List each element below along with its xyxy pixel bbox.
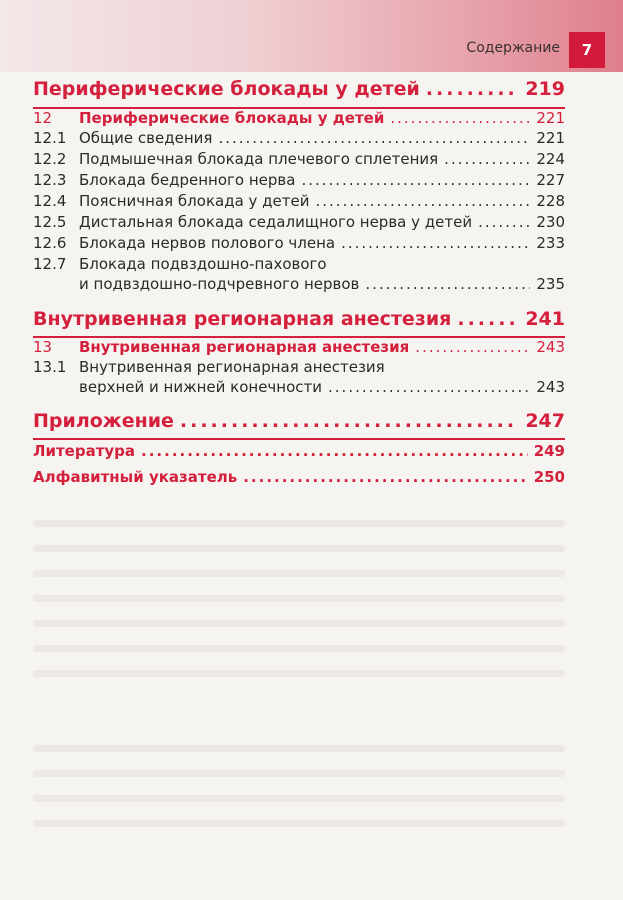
toc-part-peripheral-blocks[interactable] (33, 78, 565, 100)
chapter-number: 13 (33, 338, 53, 356)
backmatter-title: Алфавитный указатель (33, 468, 238, 486)
leader-dots (478, 213, 530, 231)
show-through-line (33, 820, 565, 827)
show-through-line (33, 620, 565, 627)
leader-dots (328, 378, 530, 396)
section-number: 12.6 (33, 234, 67, 252)
leader-dots (180, 410, 519, 432)
backmatter-page: 249 (533, 442, 565, 460)
section-title: Подмышечная блокада плечевого сплетения (79, 150, 439, 168)
section-page: 243 (536, 378, 565, 396)
chapter-page: 243 (536, 338, 565, 356)
show-through-line (33, 645, 565, 652)
leader-dots (316, 192, 531, 210)
show-through-line (33, 545, 565, 552)
show-through-line (33, 520, 565, 527)
toc-section-12-2[interactable] (33, 150, 565, 168)
part-title: Внутривенная регионарная анестезия (33, 308, 452, 330)
section-title: Дистальная блокада седалищного нерва у детей (79, 213, 473, 231)
section-title: Блокада нервов полового члена (79, 234, 336, 252)
section-title-line2: и подвздошно-подчревного нервов (79, 275, 360, 293)
leader-dots (444, 150, 530, 168)
section-title-line1: Внутривенная регионарная анестезия (79, 358, 385, 376)
section-number: 12.1 (33, 129, 67, 147)
toc-part-appendix[interactable] (33, 410, 565, 432)
backmatter-title: Литература (33, 442, 136, 460)
section-title: Общие сведения (79, 129, 213, 147)
part-page: 219 (525, 78, 565, 100)
section-number: 13.1 (33, 358, 67, 376)
section-number: 12.7 (33, 255, 67, 273)
toc-section-12-1[interactable] (33, 129, 565, 147)
section-number: 12.3 (33, 171, 67, 189)
section-page: 230 (536, 213, 565, 231)
chapter-title: Внутривенная регионарная анестезия (79, 338, 410, 356)
page-number-badge: 7 (569, 32, 605, 68)
toc-chapter-12[interactable] (33, 109, 565, 127)
part-divider (33, 438, 565, 440)
show-through-line (33, 670, 565, 677)
header-section-label: Содержание (466, 40, 560, 56)
section-page: 233 (536, 234, 565, 252)
toc-chapter-13[interactable] (33, 338, 565, 356)
toc-section-13-1-cont[interactable] (33, 378, 565, 396)
leader-dots (301, 171, 530, 189)
section-title: Поясничная блокада у детей (79, 192, 310, 210)
leader-dots (243, 468, 527, 486)
show-through-line (33, 595, 565, 602)
leader-dots (457, 308, 519, 330)
toc-section-12-4[interactable] (33, 192, 565, 210)
leader-dots (365, 275, 530, 293)
toc-literature[interactable] (33, 442, 565, 460)
section-page: 228 (536, 192, 565, 210)
section-number: 12.5 (33, 213, 67, 231)
backmatter-page: 250 (533, 468, 565, 486)
section-number: 12.4 (33, 192, 67, 210)
section-title-line1: Блокада подвздошно-пахового (79, 255, 327, 273)
leader-dots (426, 78, 520, 100)
section-title-line2: верхней и нижней конечности (79, 378, 323, 396)
show-through-line (33, 570, 565, 577)
part-title: Периферические блокады у детей (33, 78, 420, 100)
leader-dots (341, 234, 530, 252)
section-page: 235 (536, 275, 565, 293)
toc-section-12-7[interactable] (33, 255, 565, 273)
leader-dots (218, 129, 530, 147)
part-page: 241 (525, 308, 565, 330)
chapter-title: Периферические блокады у детей (79, 109, 385, 127)
section-page: 221 (536, 129, 565, 147)
section-page: 224 (536, 150, 565, 168)
toc-section-13-1[interactable] (33, 358, 565, 376)
show-through-line (33, 745, 565, 752)
toc-section-12-7-cont[interactable] (33, 275, 565, 293)
chapter-page: 221 (536, 109, 565, 127)
toc-index[interactable] (33, 468, 565, 486)
chapter-number: 12 (33, 109, 53, 127)
leader-dots (141, 442, 528, 460)
section-title: Блокада бедренного нерва (79, 171, 296, 189)
toc-section-12-5[interactable] (33, 213, 565, 231)
section-number: 12.2 (33, 150, 67, 168)
part-title: Приложение (33, 410, 174, 432)
show-through-line (33, 795, 565, 802)
show-through-line (33, 770, 565, 777)
toc-part-iv-regional[interactable] (33, 308, 565, 330)
part-page: 247 (525, 410, 565, 432)
leader-dots (390, 109, 530, 127)
toc-section-12-6[interactable] (33, 234, 565, 252)
leader-dots (415, 338, 530, 356)
section-page: 227 (536, 171, 565, 189)
toc-section-12-3[interactable] (33, 171, 565, 189)
